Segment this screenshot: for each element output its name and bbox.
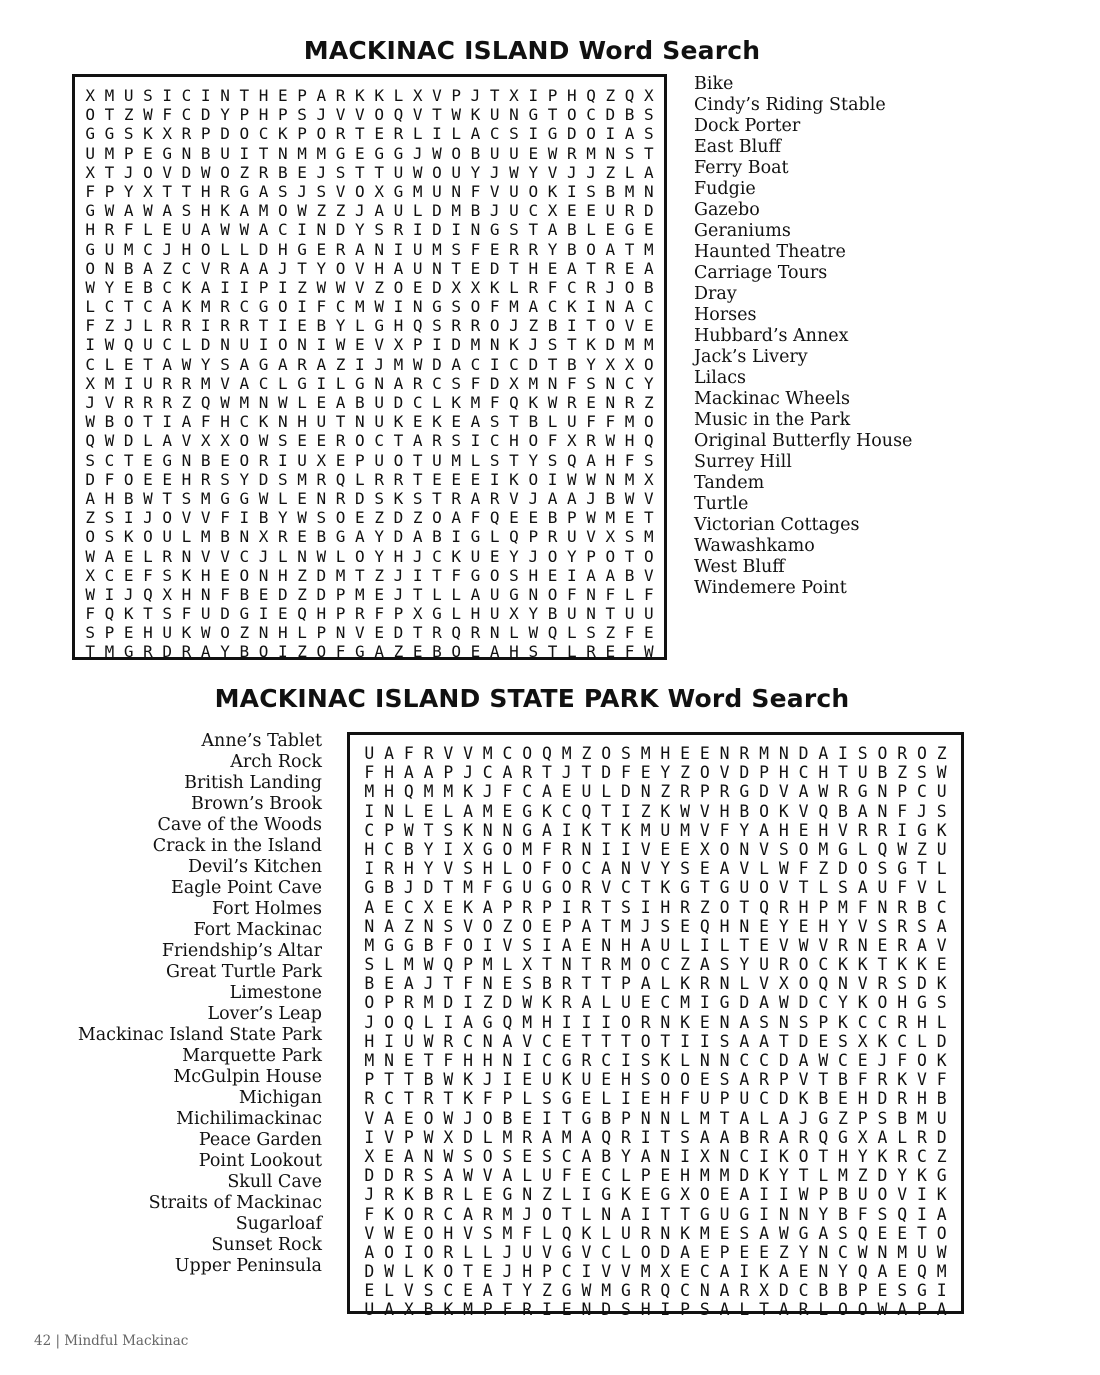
- word-list-item: Carriage Tours: [694, 263, 828, 283]
- grid-row: D W L K O T E J H P C I V V M X E C A I K A E N Y Q A E Q M: [364, 1262, 947, 1282]
- grid-row: L C T C A K M R C G O I F C M W I N G S O F M A C K I N A C: [85, 297, 654, 317]
- word-list-item: Gazebo: [694, 200, 760, 220]
- grid-row: X M U S I C I N T H E P A R K K L X V P J T X I P H Q Z Q X: [85, 86, 654, 105]
- grid-row: G U M C J H O L L D H G E R A N I U M S F E R R Y B O A T M: [85, 239, 654, 259]
- puzzle-title: MACKINAC ISLAND Word Search: [303, 36, 761, 65]
- word-list-item: Ferry Boat: [694, 158, 789, 178]
- grid-row: B E A J T F N E S B R T T P A L K R N L V X O Q N V R S D K: [364, 974, 947, 994]
- word-list-item: Skull Cave: [227, 1172, 322, 1192]
- grid-row: I V P W X D L M R A M A Q R I T S A A B R A R Q G X A L R D: [364, 1127, 947, 1147]
- grid-row: J R K B R L E G N Z L I G K E G X O E A I I W P B U O V I K: [364, 1185, 947, 1205]
- grid-rows: [75, 77, 664, 662]
- word-list-item: Anne’s Tablet: [201, 731, 322, 751]
- grid-row: I R H Y V S H L O F O C A N V Y S E A V L W F Z D O S G T L: [364, 859, 947, 879]
- word-list-item: Sunset Rock: [211, 1235, 322, 1255]
- word-list-item: Mackinac Wheels: [694, 389, 850, 409]
- word-list-item: British Landing: [184, 773, 322, 793]
- word-list-item: Devil’s Kitchen: [188, 857, 322, 877]
- word-list-item: Upper Peninsula: [174, 1256, 322, 1276]
- word-list-item: Bike: [694, 74, 734, 94]
- grid-row: F P Y X T T H R G A S J S V O X G M U N F V U O K I S B M N: [85, 181, 654, 201]
- grid-row: A O I O R L L J U V G V C L O D A E P E E Z Y N C W N M U W: [364, 1242, 947, 1262]
- grid-row: X T J O V D W O Z R B E J S T T U W O U Y J W Y V J J Z L A: [85, 162, 654, 182]
- puzzle-title: MACKINAC ISLAND STATE PARK Word Search: [214, 684, 850, 713]
- word-list-item: Lilacs: [694, 368, 747, 388]
- word-list-item: Surrey Hill: [694, 452, 792, 472]
- word-list-item: Cave of the Woods: [157, 815, 322, 835]
- word-list-item: Marquette Park: [182, 1046, 322, 1066]
- grid-row: F Z J L R R I R R T I E B Y L G H Q S R R O J Z B I T O V E: [85, 316, 654, 336]
- grid-rows: [350, 735, 961, 1320]
- grid-row: H I U W R C N A V C E T T T O T I I S A A T D E S X K C L D: [364, 1031, 947, 1051]
- word-list-item: Jack’s Livery: [694, 347, 808, 367]
- grid-row: O S K O U L M B N X R E B G A Y D A B I G L Q P R U V X S M: [85, 527, 654, 547]
- word-list: [694, 74, 912, 599]
- word-list-item: Limestone: [229, 983, 322, 1003]
- grid-row: N A Z N S V O Z O E P A T M J S E Q H N E Y E H Y V S R S A: [364, 916, 947, 936]
- page-footer: 42 | Mindful Mackinac: [34, 1333, 189, 1349]
- grid-row: D D R S A W V A L U F E C L P E H M M D K Y T L M Z D Y K G: [364, 1166, 947, 1186]
- grid-row: M G G B F O I V S I A E N H A U L I L T E V W V R N E R A V: [364, 935, 947, 955]
- word-list-item: Fort Holmes: [211, 899, 322, 919]
- grid-row: J V R R R Z Q W M N W L E A B U D C L K M F Q K W R E N R Z: [85, 393, 654, 412]
- grid-row: R C T R T K F P L S G E L I E H F U P U C D K B E H D R H B: [364, 1089, 947, 1109]
- word-list-item: East Bluff: [694, 137, 781, 157]
- word-list-item: Hubbard’s Annex: [694, 326, 849, 346]
- word-list: [78, 731, 322, 1277]
- grid-row: V W E O H V S M F L Q K L U R N K M E S A W G A S Q E E T O: [364, 1223, 947, 1243]
- word-list-item: Fort Mackinac: [193, 920, 322, 940]
- grid-row: U A F R V V M C O Q M Z O S M H E E N R M N D A I S O R O Z: [364, 744, 947, 763]
- grid-row: T M G R D R A Y B Q I Z O F G A Z E B O E A H S T L R E F W: [85, 642, 654, 662]
- grid-row: X E A N W S O S E S C A B Y A N I X N C I K O T H Y K R C Z: [364, 1146, 947, 1166]
- grid-row: C P W T S K N N G A I K T K M U M V F Y A H E H V R R I G K: [364, 820, 947, 840]
- grid-row: D F O E E H R S Y D S M R Q L R R T E E E I K O I W W N M X: [85, 469, 654, 489]
- word-list-item: Geraniums: [694, 221, 791, 241]
- grid-row: S C T E G N B E O R I U X E P U O T U M L S T Y S Q A H F S: [85, 450, 654, 470]
- grid-row: S P E H U K W O Z N H L P N V E D T R Q R N L W Q L S Z F E: [85, 623, 654, 643]
- word-list-item: Dock Porter: [694, 116, 801, 136]
- word-list-item: Brown’s Brook: [190, 794, 322, 814]
- grid-row: Q W D L A V X X O W S E E R O C T A R S I C H O F X R W H Q: [85, 431, 654, 451]
- word-list-item: Horses: [694, 305, 757, 325]
- grid-row: F Q K T S F U D G I E Q H P R F P X G L H U X Y B U N T U U: [85, 604, 654, 624]
- word-list-item: Victorian Cottages: [694, 515, 860, 535]
- word-list-item: Point Lookout: [198, 1151, 322, 1171]
- word-list-item: Music in the Park: [694, 410, 851, 430]
- grid-row: W A E L R N V V C J L N W L O Y H J C K U E Y J O Y P O T O: [85, 546, 654, 566]
- grid-row: U M P E G N B U I T N M M G E G G J W O B U U E W R M N S T: [85, 143, 654, 163]
- grid-row: X C E F S K H E O N H Z D M T Z J I T F G O S H E I A A B V: [85, 565, 654, 585]
- word-list-item: Windemere Point: [694, 578, 847, 598]
- word-list-item: Fudgie: [694, 179, 756, 199]
- word-list-item: Friendship’s Altar: [161, 941, 322, 961]
- grid-row: W Y E B C K A I I P I Z W W V Z O E D X X K L R F C R J O B: [85, 277, 654, 297]
- word-list-item: McGulpin House: [173, 1067, 322, 1087]
- grid-row: M N E T F H H N I C G R C I S K L N N C C D A W C E J F O K: [364, 1051, 947, 1070]
- word-list-item: Straits of Mackinac: [148, 1193, 322, 1213]
- word-list-item: Wawashkamo: [694, 536, 815, 556]
- grid-row: H R F L E U A W W A C I N D Y S R I D I N G S T A B L E G E: [85, 220, 654, 240]
- grid-row: I N L E L A M E G K C Q T I Z K W V H B O K V Q B A N F J S: [364, 801, 947, 821]
- grid-row: F H A A P J C A R T J T D F E Y Z O V D P H C H T U B Z S W: [364, 763, 947, 783]
- grid-row: A H B W T S M G G W L E N R D S K S T R A R V J A A J B W V: [85, 488, 654, 508]
- word-list-item: Haunted Theatre: [694, 242, 846, 262]
- grid-row: H C B Y I X G O M F R N I I V E E X O N V S O M G L Q W Z U: [364, 839, 947, 859]
- letter-grid: [72, 74, 667, 660]
- word-list-item: Eagle Point Cave: [170, 878, 322, 898]
- grid-row: S L M W Q P M L X T N T R M O C Z A S Y U R O C K K T K K E: [364, 955, 947, 975]
- grid-row: O P R M D I Z D W K R A L U E C M I G D A W D C Y K O H G S: [364, 993, 947, 1013]
- grid-row: E L V S C E A T Y Z G W M G R Q C N A R X D C B B P E S G I: [364, 1281, 947, 1301]
- grid-row: G W A W A S H K A M O W Z Z J A U L D M B J U C X E E U R D: [85, 201, 654, 221]
- letter-grid: [347, 732, 964, 1320]
- grid-row: U A X B K M P F R I E N D S H I P S A L T A R L O O W A P A: [364, 1300, 947, 1320]
- grid-row: G B J D T M F G U G O R V C T K G T G U O V T L S A U F V L: [364, 878, 947, 898]
- grid-row: O T Z W F C D Y P H P S J V V O Q V T W K U N G T O C D B S: [85, 105, 654, 125]
- word-list-item: West Bluff: [694, 557, 785, 577]
- grid-row: W B O T I A F H C K N H U T N U K E K E A S T B L U F F M O: [85, 412, 654, 432]
- word-list-item: Tandem: [694, 473, 765, 493]
- word-list-item: Original Butterfly House: [694, 431, 913, 451]
- word-list-item: Lover’s Leap: [207, 1004, 322, 1024]
- word-list-item: Sugarloaf: [235, 1214, 322, 1234]
- grid-row: A E C X E K A P R P I R T S I H R Z O T Q R H P M F N R B C: [364, 897, 947, 917]
- grid-row: M H Q M M K J F C A E U L D N Z R P R G D V A W R G N P C U: [364, 782, 947, 802]
- word-list-item: Crack in the Island: [152, 836, 322, 856]
- word-list-item: Michigan: [238, 1088, 322, 1108]
- word-list-item: Cindy’s Riding Stable: [694, 95, 886, 115]
- word-list-item: Arch Rock: [230, 752, 322, 772]
- grid-row: Z S I J O V V F I B Y W S O E Z D Z O A F Q E E B P W M E T: [85, 508, 654, 528]
- grid-row: V A E O W J O B E I T G B P N N L M T A L A J G Z P S B M U: [364, 1108, 947, 1128]
- grid-row: J O Q L I A G Q M H I I I O R N K E N A S N S P K C C R H L: [364, 1012, 947, 1032]
- word-list-item: Great Turtle Park: [166, 962, 322, 982]
- grid-row: X M I U R R M V A C L G I L G N A R C S F D X M N F S N C Y: [85, 373, 654, 393]
- grid-row: F K O R C A R M J O T L N A I T T G U G I N N Y B F S Q I A: [364, 1204, 947, 1224]
- grid-row: G G S K X R P D O C K P O R T E R L I L A C S I G D O I A S: [85, 124, 654, 144]
- word-list-item: Turtle: [694, 494, 749, 514]
- word-list-item: Mackinac Island State Park: [77, 1025, 322, 1045]
- word-list-item: Dray: [694, 284, 737, 304]
- grid-row: W I J Q X H N F B E D Z D P M E J T L L A U G N O F N F L F: [85, 584, 654, 604]
- word-list-item: Peace Garden: [198, 1130, 322, 1150]
- grid-row: I W Q U C L D N U I O N I W E V X P I D M N K J S T K D M M: [85, 335, 654, 355]
- grid-row: O N B A Z C V R A A J T Y O V H A U N T E D T H E A T R E A: [85, 258, 654, 278]
- word-list-item: Michilimackinac: [176, 1109, 322, 1129]
- grid-row: P T T B W K J I E U K U E H S O O E S A R P V T B F R K V F: [364, 1070, 947, 1090]
- grid-row: C L E T A W Y S A G A R A Z I J M W D A C I C D T B Y X X O: [85, 354, 654, 374]
